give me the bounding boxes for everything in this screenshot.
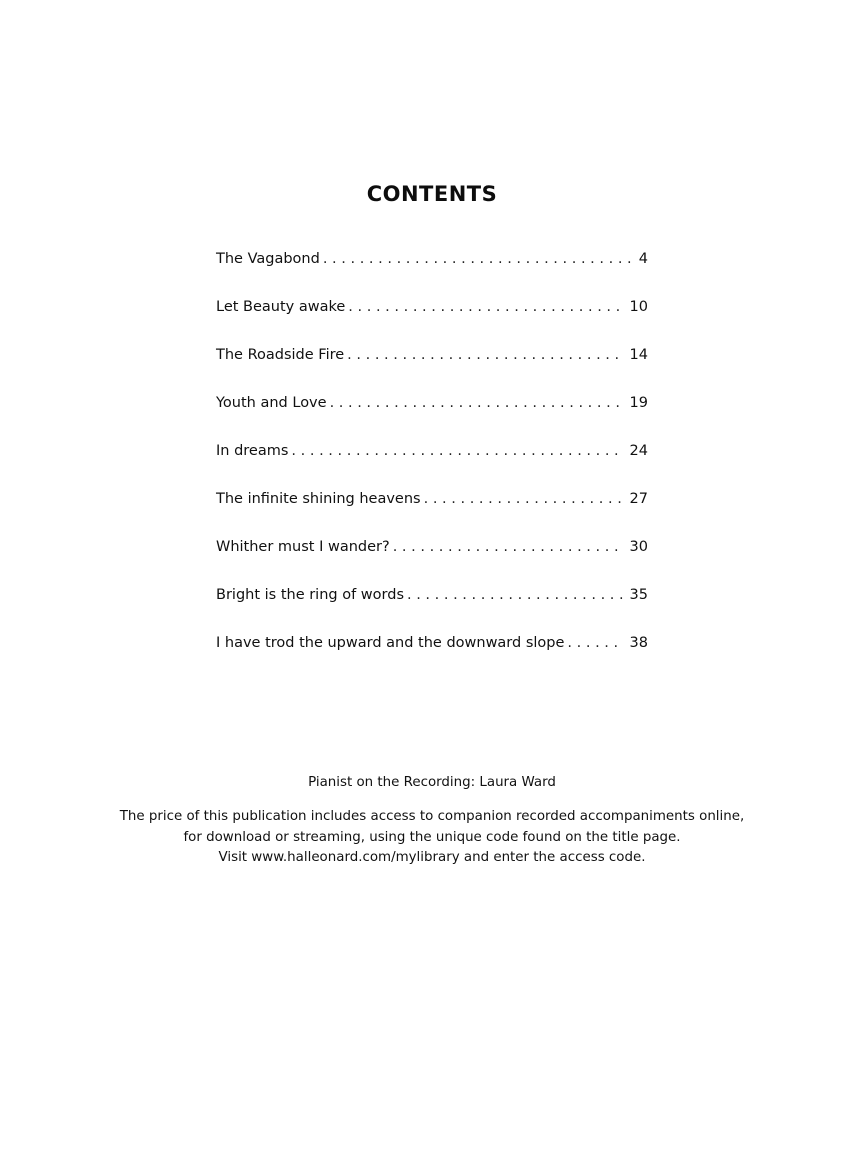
pianist-credit: Pianist on the Recording: Laura Ward [308,775,556,790]
toc-entry-title: In dreams [216,443,289,459]
toc-entry-page: 35 [629,587,648,603]
toc-entry-page: 24 [629,443,648,459]
toc-entry-title: The Roadside Fire [216,347,345,363]
page-title: CONTENTS [366,182,498,206]
toc-entry [216,488,648,536]
toc-entry [216,632,648,680]
toc-entry-page: 19 [629,395,648,411]
toc-entry [216,584,648,632]
toc-entry-page: 4 [638,251,648,267]
access-notice-line: The price of this publication includes access to companion recorded accompaniments online, [119,809,745,824]
dot-leader [407,584,624,606]
toc-entry-page: 10 [629,299,648,315]
access-notice-line: Visit www.halleonard.com/mylibrary and enter the access code. [218,850,646,865]
toc-entry-title: Let Beauty awake [216,299,346,315]
toc-entry [216,536,648,584]
toc-entry-page: 30 [629,539,648,555]
toc-entry-title: I have trod the upward and the downward slope [216,635,565,651]
toc-entry [216,392,648,440]
table-of-contents [216,248,648,680]
dot-leader [347,344,623,366]
toc-entry-title: Youth and Love [216,395,327,411]
dot-leader [330,392,624,414]
dot-leader [393,536,624,558]
toc-entry-title: Bright is the ring of words [216,587,404,603]
toc-entry [216,344,648,392]
dot-leader [567,632,623,654]
access-notice [0,807,864,869]
toc-entry-title: The Vagabond [216,251,320,267]
toc-entry [216,296,648,344]
toc-entry-title: The infinite shining heavens [216,491,421,507]
toc-entry-page: 14 [629,347,648,363]
dot-leader [348,296,623,318]
toc-entry-page: 38 [629,635,648,651]
dot-leader [424,488,624,510]
toc-entry [216,440,648,488]
toc-entry-page: 27 [629,491,648,507]
access-notice-line: for download or streaming, using the unique code found on the title page. [183,829,681,845]
dot-leader [291,440,623,462]
toc-entry [216,248,648,296]
toc-entry-title: Whither must I wander? [216,539,390,555]
dot-leader [323,248,633,270]
